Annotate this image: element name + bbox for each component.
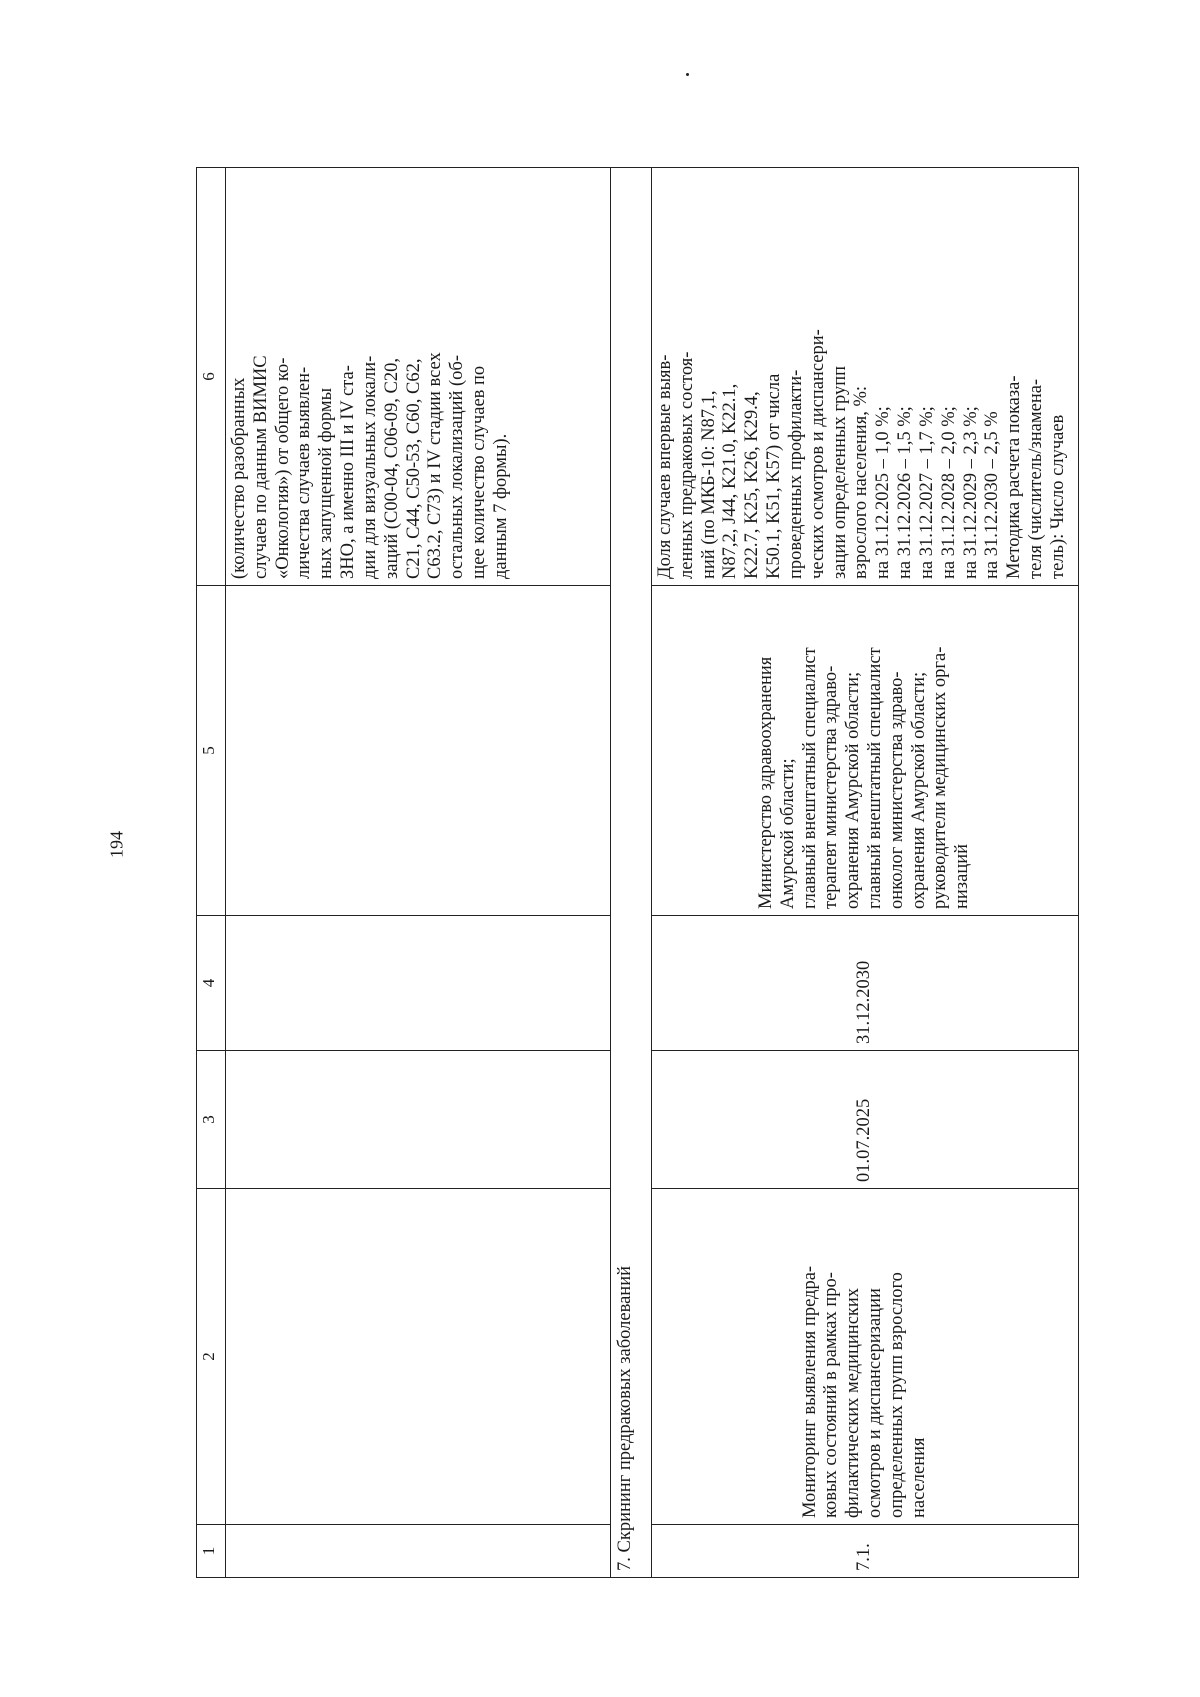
header-col-4: 4 (197, 916, 226, 1051)
table-row (652, 168, 1079, 1578)
row-number: 7.1. (652, 1525, 1079, 1578)
page-number: 194 (106, 831, 127, 858)
measures-table (196, 167, 1079, 1578)
header-col-6: 6 (197, 168, 226, 586)
continued-cell-4 (226, 916, 611, 1051)
start-date-cell: 01.07.2025 (652, 1051, 1079, 1189)
continued-cell-5 (226, 586, 611, 916)
continued-row (226, 168, 611, 1578)
continued-cell-2 (226, 1189, 611, 1525)
section-row (611, 168, 652, 1578)
header-row (197, 168, 226, 1578)
header-col-3: 3 (197, 1051, 226, 1189)
continued-indicator-cell: (количество разобранных случаев по данным ВИМИС «Онкология») от общего ко- личества случаев выявлен- ных запущенной формы ЗНО, а именно III и IV ста- дии для визуальных локали- заций (С00-04, С06-09, С20, С21, С44, С50-53, С60, С62, С63.2, С73) и IV стадии всех остальных локализаций (об- щее количество случаев по данным 7 формы). (226, 168, 611, 586)
header-col-2: 2 (197, 1189, 226, 1525)
table-wrapper (196, 168, 1068, 1578)
header-col-5: 5 (197, 586, 226, 916)
continued-cell-3 (226, 1051, 611, 1189)
responsible-cell: Министерство здравоохранения Амурской области; главный внештатный специалист терапевт министерства здраво- охранения Амурской области; главный внештатный специалист онколог министерства здраво- охранения Амурской области; руководители медицинских орга- низаций (652, 586, 1079, 916)
continued-cell-1 (226, 1525, 611, 1578)
section-title: 7. Скрининг предраковых заболеваний (611, 168, 652, 1578)
indicator-cell: Доля случаев впервые выяв- ленных предраковых состоя- ний (по МКБ-10: N87,1, N87,2, J44, K21.0, K22.1, K22.7, K25, K26, K29.4, K50.1, K51, K57) от числа проведенных профилакти- ческих осмотров и диспансери- зации определенных групп взрослого населения, %: на 31.12.2025 – 1,0 %; на 31.12.2026 – 1,5 %; на 31.12.2027 – 1,7 %; на 31.12.2028 – 2,0 %; на 31.12.2029 – 2,3 %; на 31.12.2030 – 2,5 % Методика расчета показа- теля (числитель/знамена- тель): Число случаев (652, 168, 1079, 586)
stray-dot (686, 73, 689, 76)
rotated-table-container (196, 168, 1068, 1578)
header-col-1: 1 (197, 1525, 226, 1578)
end-date-cell: 31.12.2030 (652, 916, 1079, 1051)
activity-cell: Мониторинг выявления предра- ковых состояний в рамках про- филактических медицинских осмотров и диспансеризации определенных групп взрослого населения (652, 1189, 1079, 1525)
